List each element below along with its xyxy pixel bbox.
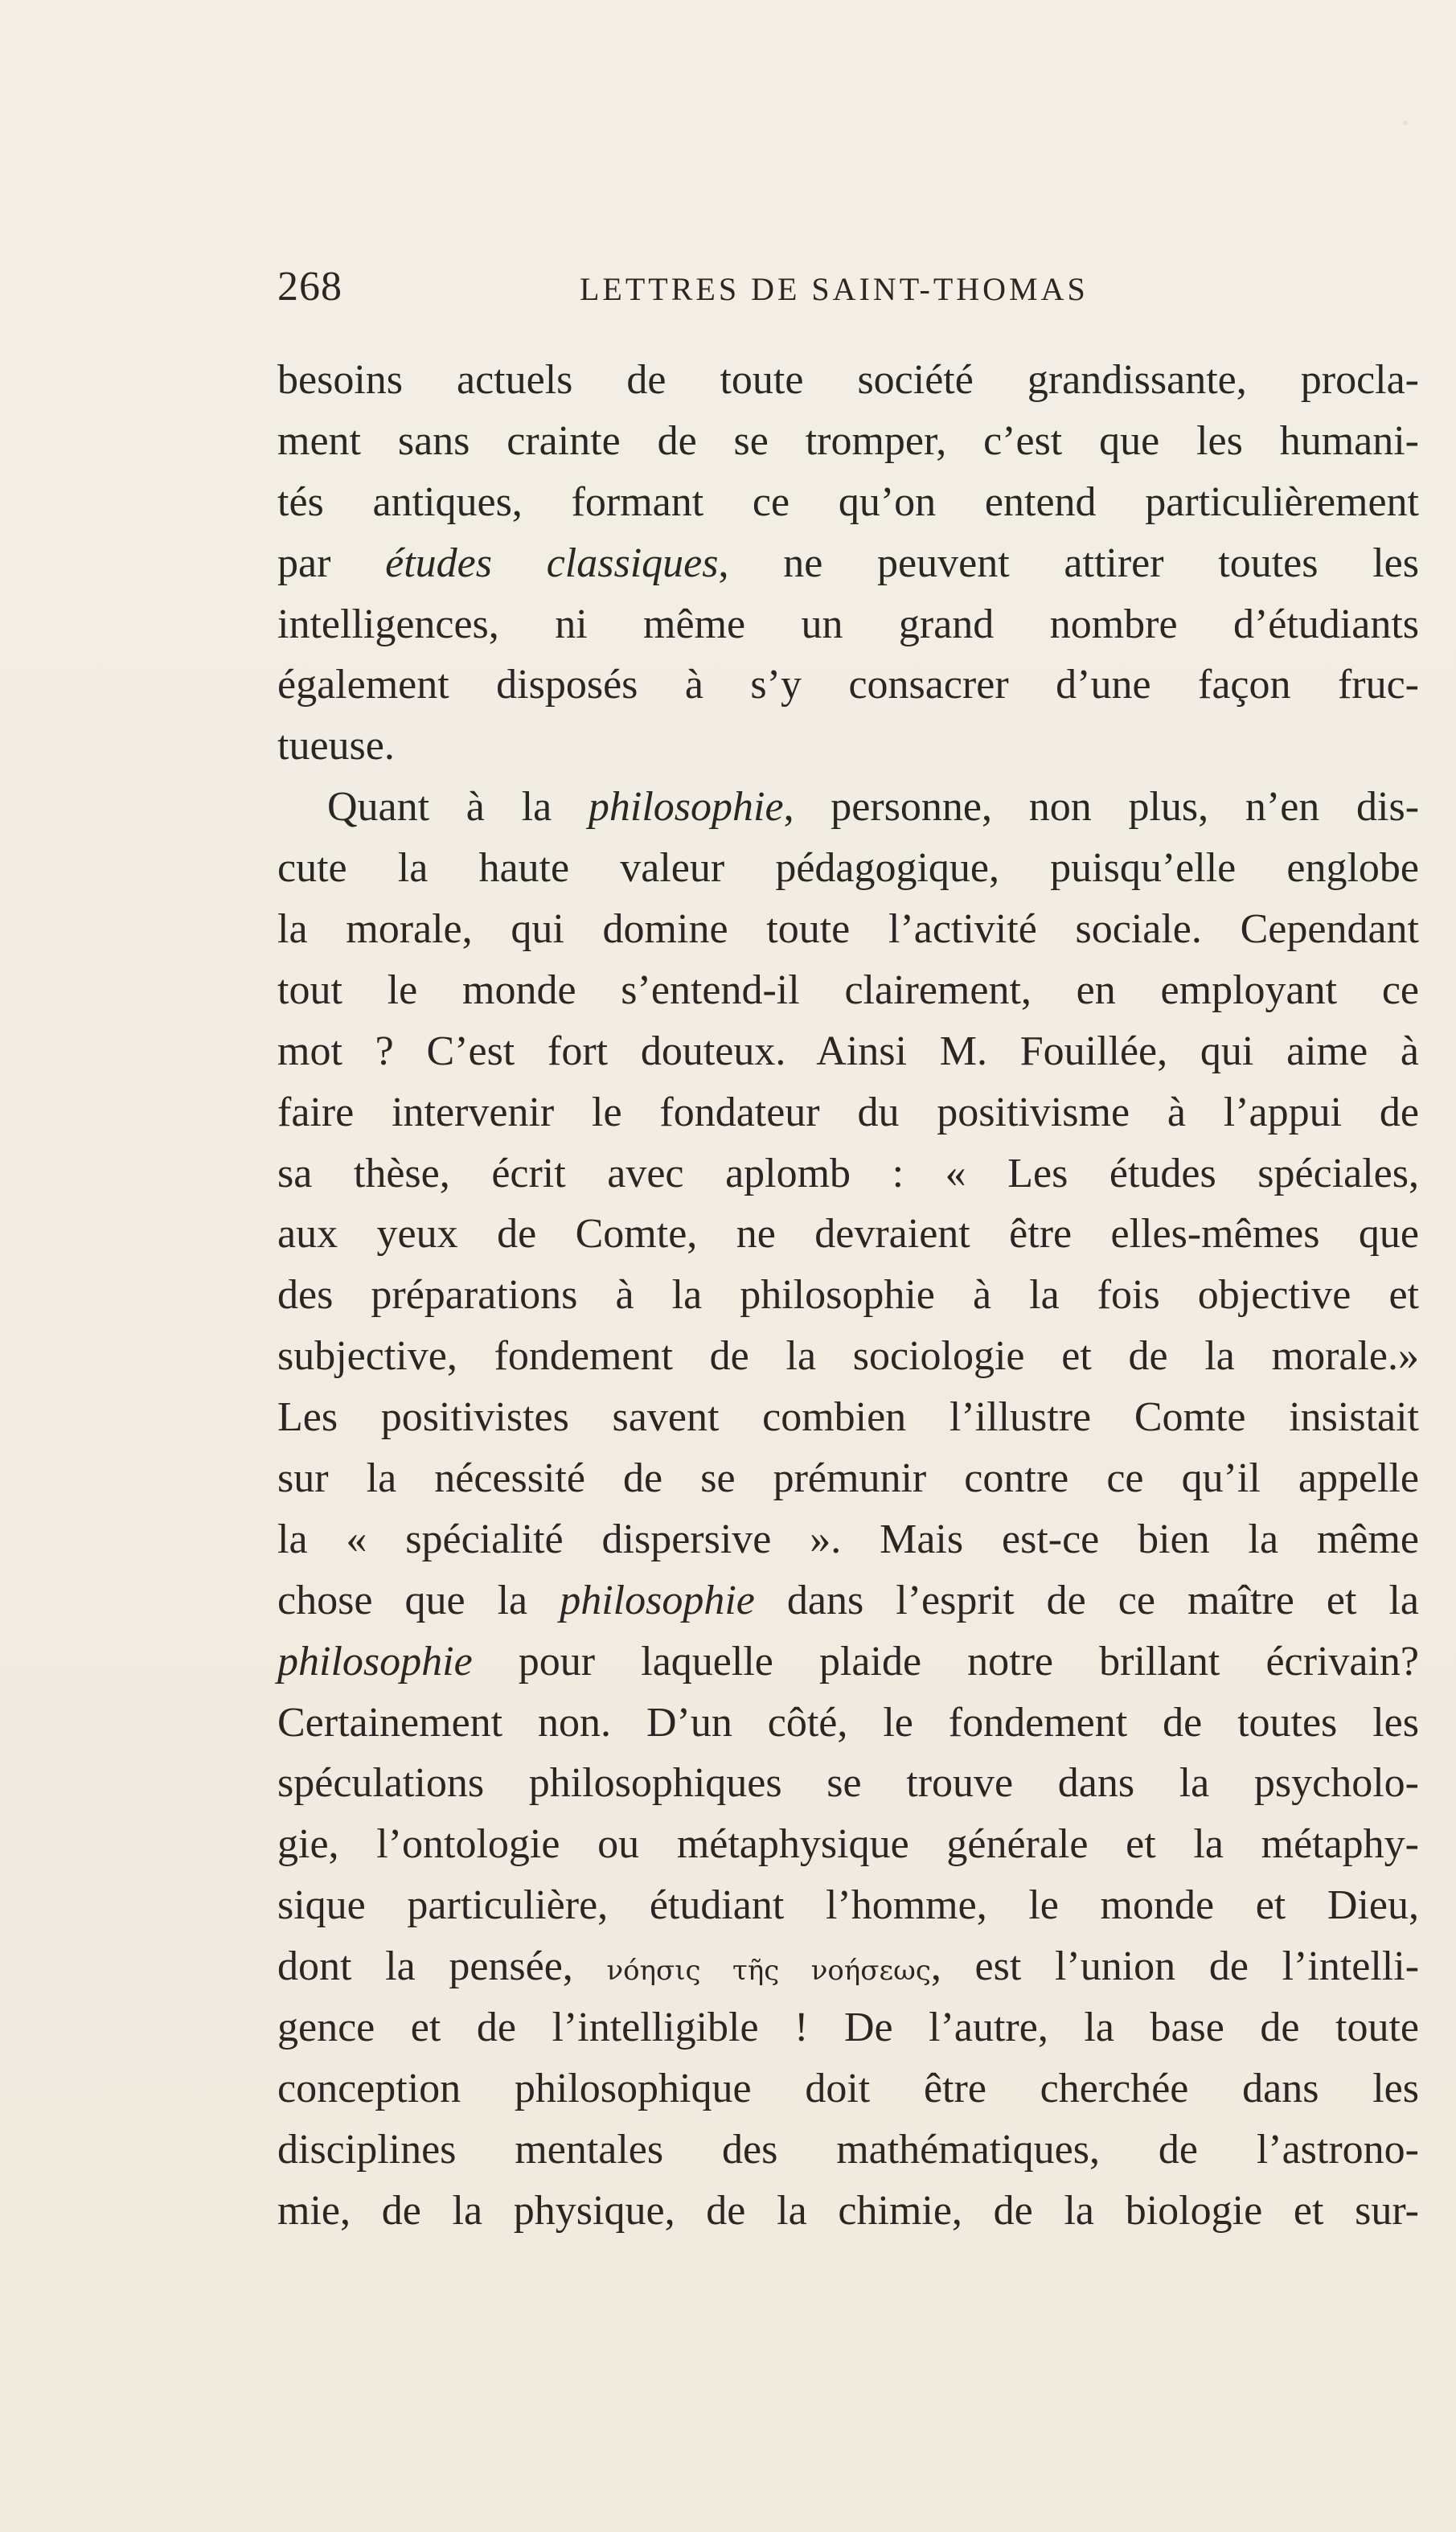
text-segment: sa thèse, écrit avec aplomb : « Les études spéciales, [277, 1150, 1419, 1196]
text-segment: des préparations à la philosophie à la fois objective et [277, 1272, 1419, 1319]
text-line [277, 1082, 1419, 1143]
text-line [277, 2058, 1419, 2120]
text-line [277, 2120, 1419, 2181]
page-number: 268 [277, 264, 342, 310]
text-line [277, 1753, 1419, 1814]
text-segment: tout le monde s’entend-il clairement, en employant ce [277, 966, 1419, 1013]
text-segment: faire intervenir le fondateur du positivisme à l’appui de [277, 1089, 1419, 1135]
text-segment: intelligences, ni même un grand nombre d’étudiants [277, 601, 1419, 647]
text-line [277, 838, 1419, 899]
italic-text: études classiques [385, 540, 719, 586]
running-title: LETTRES DE SAINT-THOMAS [580, 271, 1089, 307]
text-segment: subjective, fondement de la sociologie et de la morale.» [277, 1333, 1419, 1380]
italic-text: philosophie [277, 1638, 473, 1685]
text-segment: conception philosophique doit être cherchée dans les [277, 2065, 1419, 2111]
paper-spot [1403, 121, 1408, 125]
text-segment: dans l’esprit de ce maître et la [754, 1577, 1419, 1623]
text-segment: mot ? C’est fort douteux. Ainsi M. Fouillée, qui aime à [277, 1028, 1419, 1074]
text-line [277, 655, 1419, 716]
text-segment: ment sans crainte de se tromper, c’est que les humani- [277, 417, 1419, 464]
text-segment: Les positivistes savent combien l’illustre Comte insistait [277, 1394, 1419, 1441]
text-line [277, 411, 1419, 472]
text-segment: chose que la [277, 1577, 560, 1623]
text-line [277, 716, 1419, 777]
text-segment: Certainement non. D’un côté, le fondement de toutes les [277, 1699, 1419, 1746]
text-line [277, 1143, 1419, 1204]
text-line [277, 533, 1419, 594]
text-segment: besoins actuels de toute société grandissante, procla- [277, 357, 1419, 403]
text-line [277, 1814, 1419, 1875]
text-segment: gence et de l’intelligible ! De l’autre, la base de toute [277, 2005, 1419, 2051]
italic-text: philosophie [588, 784, 784, 831]
page-header [277, 259, 1419, 315]
text-segment: tés antiques, formant ce qu’on entend particulièrement [277, 478, 1419, 525]
text-line [277, 1875, 1419, 1936]
text-line [277, 1570, 1419, 1631]
text-line [277, 1387, 1419, 1448]
text-segment: par [277, 540, 386, 586]
text-line [277, 594, 1419, 655]
text-line [277, 1265, 1419, 1326]
text-line [277, 350, 1419, 411]
text-line [277, 1204, 1419, 1265]
text-segment: la « spécialité dispersive ». Mais est-ce bien la même [277, 1516, 1419, 1562]
text-line [277, 1693, 1419, 1754]
greek-text: νόησις τῆς νοήσεως [606, 1955, 931, 1988]
text-segment: spéculations philosophiques se trouve dans la psycholo- [277, 1760, 1419, 1807]
text-line [277, 899, 1419, 960]
text-segment: , est l’union de l’intelli- [930, 1943, 1420, 1990]
italic-text: philosophie [560, 1577, 755, 1623]
text-line [277, 1021, 1419, 1082]
text-line [277, 1326, 1419, 1387]
text-line [277, 1997, 1419, 2058]
text-line [277, 1448, 1419, 1509]
text-segment: mie, de la physique, de la chimie, de la biologie et sur- [277, 2187, 1419, 2234]
text-segment: dont la pensée, [277, 1943, 607, 1990]
text-segment: , personne, non plus, n’en dis- [783, 784, 1420, 831]
text-segment: gie, l’ontologie ou métaphysique générale et la métaphy- [277, 1821, 1419, 1868]
text-segment: également disposés à s’y consacrer d’une façon fruc- [277, 662, 1419, 708]
text-line [277, 1631, 1419, 1693]
text-line [277, 2181, 1419, 2242]
text-line [277, 777, 1419, 838]
text-line [277, 472, 1419, 533]
text-segment: la morale, qui domine toute l’activité sociale. Cependant [277, 906, 1419, 953]
text-segment: tueuse. [277, 723, 395, 769]
text-segment: , ne peuvent attirer toutes les [718, 540, 1420, 586]
text-segment: disciplines mentales des mathématiques, de l’astrono- [277, 2126, 1419, 2173]
text-line [277, 1509, 1419, 1570]
text-line [277, 1936, 1419, 1997]
text-segment: pour laquelle plaide notre brillant écrivain? [472, 1638, 1419, 1685]
text-segment: sur la nécessité de se prémunir contre ce qu’il appelle [277, 1455, 1419, 1502]
text-segment: aux yeux de Comte, ne devraient être elles-mêmes que [277, 1211, 1419, 1258]
body-text [277, 350, 1419, 2242]
text-segment: cute la haute valeur pédagogique, puisqu’elle englobe [277, 845, 1419, 892]
text-line [277, 960, 1419, 1021]
text-segment: sique particulière, étudiant l’homme, le monde et Dieu, [277, 1882, 1419, 1929]
text-segment: Quant à la [327, 784, 589, 831]
